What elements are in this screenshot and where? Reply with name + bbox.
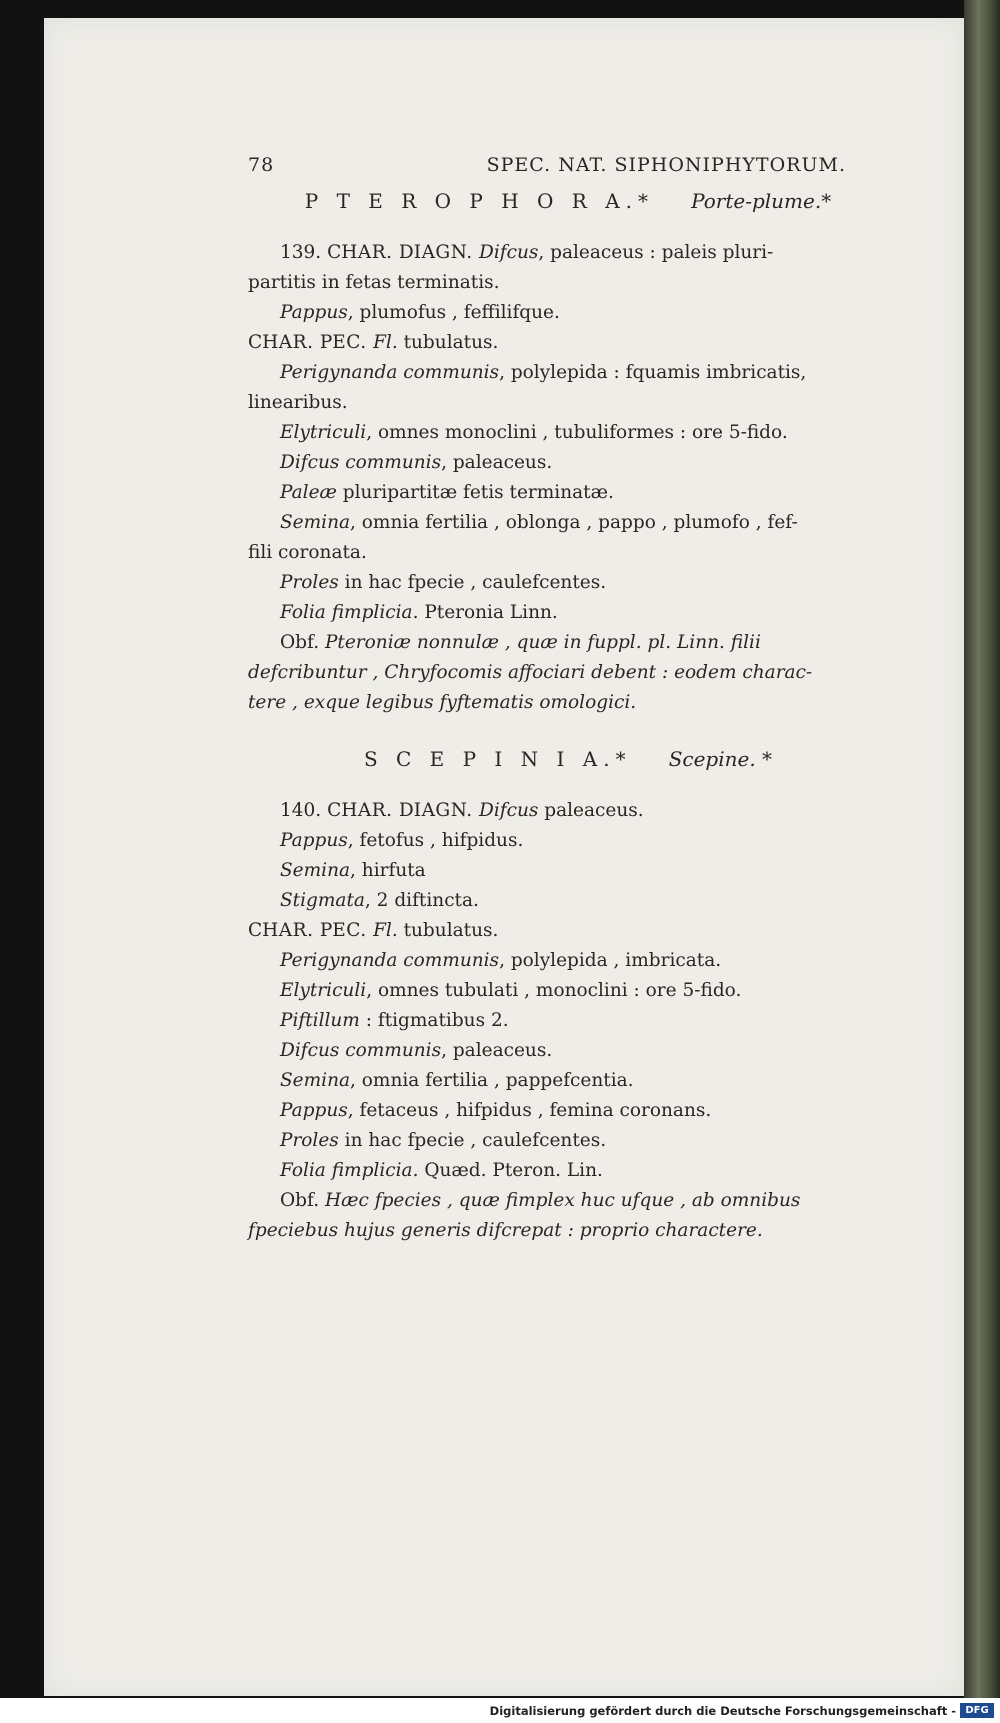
text-line xyxy=(248,658,888,688)
italic-text: Fl. xyxy=(373,332,398,353)
text-line xyxy=(248,538,888,568)
genus-latin-name: P T E R O P H O R A.* xyxy=(304,189,655,213)
text-line xyxy=(248,1036,888,1066)
text-line xyxy=(248,916,888,946)
text-run: C xyxy=(248,332,263,353)
italic-text: Piftillum xyxy=(280,1010,360,1031)
text-run: paleaceus. xyxy=(538,800,644,821)
text-line xyxy=(248,1156,888,1186)
italic-text: fpeciebus hujus generis difcrepat : proprio charactere. xyxy=(248,1220,763,1241)
genus-heading-scepinia xyxy=(248,740,888,778)
text-line xyxy=(248,388,888,418)
italic-text: Perigynanda communis xyxy=(280,362,500,383)
text-run: P xyxy=(319,332,333,353)
text-line xyxy=(248,796,888,826)
italic-text: Pappus xyxy=(280,1100,348,1121)
text-run: Pteronia Linn. xyxy=(418,602,558,623)
entry-140 xyxy=(248,796,888,1246)
italic-text: Paleæ xyxy=(280,482,337,503)
italic-text: Difcus communis xyxy=(280,1040,442,1061)
text-line xyxy=(248,628,888,658)
text-run: EC. xyxy=(332,920,374,941)
text-run: HAR. xyxy=(262,332,320,353)
text-line xyxy=(248,1216,888,1246)
italic-text: Proles xyxy=(280,572,339,593)
text-line xyxy=(248,418,888,448)
text-run: , fetofus , hifpidus. xyxy=(347,830,524,851)
genus-heading-pterophora xyxy=(248,182,888,220)
text-run: , omnes monoclini , tubuliformes : ore 5-fido. xyxy=(366,422,788,443)
italic-text: Elytriculi xyxy=(280,980,367,1001)
italic-text: Hæc fpecies , quæ fimplex huc ufque , ab omnibus xyxy=(324,1190,801,1211)
italic-text: Difcus xyxy=(478,242,539,263)
text-line xyxy=(248,886,888,916)
text-run: C xyxy=(248,920,263,941)
text-run: partitis in fetas terminatis. xyxy=(248,272,500,293)
text-run: EC. xyxy=(332,332,374,353)
italic-text: Pappus xyxy=(280,830,348,851)
text-line xyxy=(248,358,888,388)
text-run: P xyxy=(319,920,333,941)
text-line xyxy=(248,1006,888,1036)
text-line xyxy=(248,1126,888,1156)
italic-text: Pteroniæ nonnulæ , quæ in fuppl. pl. Linn. filii xyxy=(324,632,761,653)
text-run: 139. C xyxy=(280,242,342,263)
genus-french-name: Scepine. * xyxy=(668,747,773,771)
text-run: D xyxy=(398,800,414,821)
italic-text: Folia fimplicia. xyxy=(280,1160,419,1181)
italic-text: Proles xyxy=(280,1130,339,1151)
text-run: , fetaceus , hifpidus , femina coronans. xyxy=(347,1100,712,1121)
page-text xyxy=(248,148,888,1246)
text-run: tubulatus. xyxy=(397,332,499,353)
text-line xyxy=(248,328,888,358)
italic-text: Semina xyxy=(280,860,351,881)
text-run: Obf. xyxy=(280,632,325,653)
text-run: , paleaceus. xyxy=(441,452,553,473)
text-run: , omnia fertilia , oblonga , pappo , plumofo , fef- xyxy=(350,512,798,533)
text-run: linearibus. xyxy=(248,392,348,413)
italic-text: Semina xyxy=(280,512,351,533)
text-run: 140. C xyxy=(280,800,342,821)
italic-text: tere , exque legibus fyftematis omologici. xyxy=(248,692,637,713)
running-header xyxy=(248,148,888,182)
text-run: : ftigmatibus 2. xyxy=(359,1010,509,1031)
text-line xyxy=(248,298,888,328)
text-run: IAGN. xyxy=(413,242,479,263)
text-line xyxy=(248,448,888,478)
digitization-footer xyxy=(0,1698,1000,1723)
italic-text: Elytriculi xyxy=(280,422,367,443)
text-run: , polylepida , imbricata. xyxy=(499,950,722,971)
text-run: in hac fpecie , caulefcentes. xyxy=(338,572,607,593)
text-run: , paleaceus. xyxy=(441,1040,553,1061)
text-line xyxy=(248,1186,888,1216)
italic-text: Stigmata xyxy=(280,890,365,911)
text-line xyxy=(248,238,888,268)
text-line xyxy=(248,856,888,886)
text-line xyxy=(248,976,888,1006)
text-line xyxy=(248,598,888,628)
text-line xyxy=(248,1096,888,1126)
book-edge xyxy=(964,0,1000,1723)
italic-text: Difcus xyxy=(478,800,539,821)
text-run: D xyxy=(398,242,414,263)
text-run: , omnia fertilia , pappefcentia. xyxy=(350,1070,634,1091)
genus-latin-name: S C E P I N I A.* xyxy=(363,747,632,771)
text-run: , paleaceus : paleis pluri- xyxy=(538,242,774,263)
italic-text: Difcus communis xyxy=(280,452,442,473)
genus-french-name: Porte-plume.* xyxy=(691,189,832,213)
text-line xyxy=(248,268,888,298)
text-line xyxy=(248,946,888,976)
text-run: , plumofus , feffilifque. xyxy=(347,302,560,323)
text-run: Obf. xyxy=(280,1190,325,1211)
entry-139 xyxy=(248,238,888,718)
text-run: Quæd. Pteron. Lin. xyxy=(418,1160,603,1181)
text-run: , 2 diftincta. xyxy=(364,890,479,911)
footer-credit: Digitalisierung gefördert durch die Deutsche Forschungsgemeinschaft - xyxy=(489,1704,956,1718)
text-line xyxy=(248,508,888,538)
running-title: SPEC. NAT. SIPHONIPHYTORUM. xyxy=(486,154,846,176)
text-run: HAR. xyxy=(262,920,320,941)
italic-text: Pappus xyxy=(280,302,348,323)
text-line xyxy=(248,568,888,598)
text-run: , hirfuta xyxy=(350,860,426,881)
text-line xyxy=(248,1066,888,1096)
text-line xyxy=(248,688,888,718)
italic-text: defcribuntur , Chryfocomis affociari debent : eodem charac- xyxy=(248,662,813,683)
italic-text: Folia fimplicia. xyxy=(280,602,419,623)
text-run: tubulatus. xyxy=(397,920,499,941)
text-run: pluripartitæ fetis terminatæ. xyxy=(336,482,614,503)
text-run: in hac fpecie , caulefcentes. xyxy=(338,1130,607,1151)
text-line xyxy=(248,478,888,508)
text-run: , polylepida : fquamis imbricatis, xyxy=(499,362,807,383)
italic-text: Fl. xyxy=(373,920,398,941)
text-line xyxy=(248,826,888,856)
italic-text: Semina xyxy=(280,1070,351,1091)
dfg-logo: DFG xyxy=(960,1703,994,1718)
text-run: HAR. xyxy=(341,800,399,821)
text-run: , omnes tubulati , monoclini : ore 5-fido. xyxy=(366,980,742,1001)
text-run: fili coronata. xyxy=(248,542,367,563)
italic-text: Perigynanda communis xyxy=(280,950,500,971)
text-run: IAGN. xyxy=(413,800,479,821)
text-run: HAR. xyxy=(341,242,399,263)
page-number: 78 xyxy=(248,154,275,176)
